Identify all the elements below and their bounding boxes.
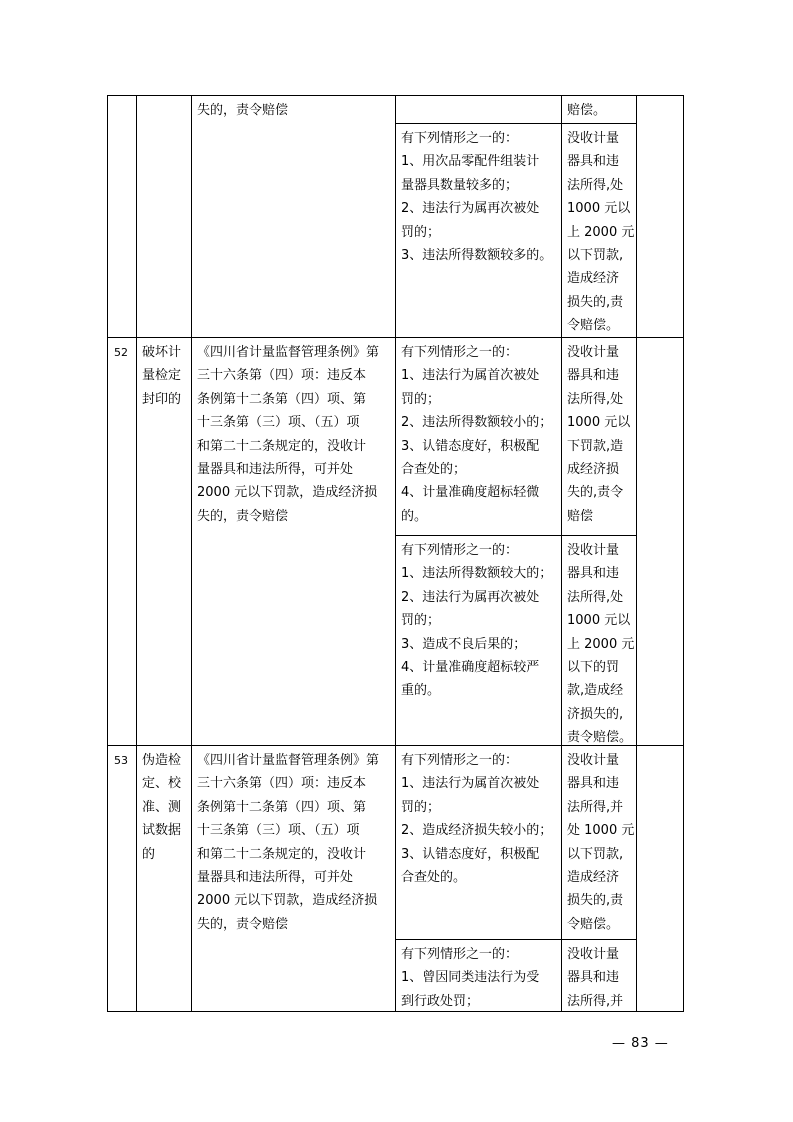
text-line: 2、违法行为属再次被处 — [401, 589, 540, 605]
text-line: 损失的,责 — [567, 893, 624, 909]
text-line: 失的，责令赔偿 — [197, 103, 289, 118]
text-line: 破坏计 — [142, 345, 182, 360]
legal-basis-cell — [191, 95, 396, 338]
text-line: 赔偿。 — [567, 103, 607, 118]
text-line: 下罚款,造 — [567, 438, 624, 454]
text-line: 有下列情形之一的： — [401, 543, 519, 558]
text-line: 2000 元以下罚款，造成经济损 — [197, 485, 378, 501]
text-line: 器具和违 — [567, 368, 620, 384]
violation-item-cell — [136, 337, 192, 746]
text-line: 赔偿 — [567, 508, 594, 524]
text-line: 有下列情形之一的： — [401, 947, 519, 962]
text-line: 十三条第（三）项、（五）项 — [197, 823, 360, 839]
text-line: 处 1000 元 — [567, 823, 635, 839]
text-line: 器具和违 — [567, 776, 620, 792]
text-line: 定、校 — [142, 776, 182, 792]
text-line: 器具和违 — [567, 154, 620, 170]
text-line: 没收计量 — [567, 753, 620, 768]
text-line: 失的，责令赔偿 — [197, 916, 289, 932]
text-line: 器具和违 — [567, 970, 620, 986]
text-line: 上 2000 元 — [567, 636, 635, 652]
text-line: 3、违法所得数额较多的。 — [401, 248, 553, 264]
text-line: 和第二十二条规定的，没收计 — [197, 846, 367, 862]
text-line: 法所得,处 — [567, 589, 624, 605]
text-line: 1000 元以 — [567, 415, 631, 431]
text-line: 的。 — [401, 508, 428, 524]
text-line: 准、测 — [142, 799, 182, 815]
text-line: 合查处的； — [401, 462, 467, 478]
text-line: 量器具和违法所得，可并处 — [197, 462, 354, 478]
text-line: 罚的； — [401, 613, 441, 629]
text-line: 3、认错态度好，积极配 — [401, 438, 540, 454]
text-line: 52 — [114, 346, 128, 359]
text-line: 损失的,责 — [567, 294, 624, 310]
text-line: 条例第十二条第（四）项、第 — [197, 799, 367, 815]
text-line: 失的，责令赔偿 — [197, 508, 289, 524]
violation-item-cell — [136, 745, 192, 1012]
text-line: 有下列情形之一的： — [401, 753, 519, 768]
violation-item-cell — [136, 95, 192, 338]
circumstance-cell — [395, 123, 562, 338]
penalty-cell — [561, 535, 637, 746]
text-line: 1、违法行为属首次被处 — [401, 368, 540, 384]
row-number-cell — [107, 337, 137, 746]
text-line: 罚的； — [401, 799, 441, 815]
text-line: 合查处的。 — [401, 870, 467, 886]
text-line: 的 — [142, 846, 156, 862]
text-line: 三十六条第（四）项：违反本 — [197, 776, 367, 792]
text-line: 1000 元以 — [567, 613, 631, 629]
legal-basis-cell — [191, 337, 396, 746]
text-line: 3、认错态度好，积极配 — [401, 846, 540, 862]
text-line: 量器具数量较多的； — [401, 177, 519, 193]
penalty-cell — [561, 745, 637, 940]
text-line: 伪造检 — [142, 753, 182, 768]
text-line: 以下罚款, — [567, 248, 624, 264]
text-line: 2、违法行为属再次被处 — [401, 201, 540, 217]
text-line: 法所得,并 — [567, 993, 624, 1009]
text-line: 到行政处罚； — [401, 993, 480, 1009]
text-line: 以下罚款, — [567, 846, 624, 862]
text-line: 量检定 — [142, 368, 182, 384]
text-line: 53 — [114, 754, 128, 767]
text-line: 1、违法行为属首次被处 — [401, 776, 540, 792]
penalty-cell — [561, 123, 637, 338]
text-line: 济损失的, — [567, 706, 624, 722]
text-line: 器具和违 — [567, 566, 620, 582]
legal-basis-cell — [191, 745, 396, 1012]
text-line: 1000 元以 — [567, 201, 631, 217]
text-line: 《四川省计量监督管理条例》第 — [197, 345, 380, 360]
text-line: 没收计量 — [567, 947, 620, 962]
row-number-cell — [107, 95, 137, 338]
text-line: 2000 元以下罚款，造成经济损 — [197, 893, 378, 909]
row-number-cell — [107, 745, 137, 1012]
text-line: 3、造成不良后果的； — [401, 636, 527, 652]
text-line: 有下列情形之一的： — [401, 131, 519, 146]
text-line: 和第二十二条规定的，没收计 — [197, 438, 367, 454]
page-number: — 83 — — [612, 1036, 669, 1051]
remark-cell — [636, 337, 684, 746]
text-line: 造成经济 — [567, 271, 620, 287]
circumstance-cell — [395, 535, 562, 746]
text-line: 法所得,并 — [567, 799, 624, 815]
text-line: 没收计量 — [567, 345, 620, 360]
text-line: 责令赔偿。 — [567, 730, 633, 746]
text-line: 4、计量准确度超标较严 — [401, 660, 540, 676]
remark-cell — [636, 95, 684, 338]
text-line: 成经济损 — [567, 462, 620, 478]
text-line: 罚的； — [401, 391, 441, 407]
text-line: 2、违法所得数额较小的； — [401, 415, 553, 431]
text-line: 1、用次品零配件组装计 — [401, 154, 540, 170]
text-line: 令赔偿。 — [567, 916, 620, 932]
text-line: 罚的； — [401, 224, 441, 240]
text-line: 上 2000 元 — [567, 224, 635, 240]
text-line: 失的,责令 — [567, 485, 624, 501]
text-line: 没收计量 — [567, 131, 620, 146]
penalty-cell — [561, 95, 637, 124]
circumstance-cell — [395, 939, 562, 1012]
circumstance-cell — [395, 337, 562, 536]
text-line: 令赔偿。 — [567, 318, 620, 334]
text-line: 十三条第（三）项、（五）项 — [197, 415, 360, 431]
text-line: 造成经济 — [567, 870, 620, 886]
text-line: 三十六条第（四）项：违反本 — [197, 368, 367, 384]
text-line: 有下列情形之一的： — [401, 345, 519, 360]
text-line: 以下的罚 — [567, 660, 620, 676]
penalty-cell — [561, 337, 637, 536]
circumstance-cell — [395, 745, 562, 940]
text-line: 《四川省计量监督管理条例》第 — [197, 753, 380, 768]
text-line: 没收计量 — [567, 543, 620, 558]
remark-cell — [636, 745, 684, 1012]
text-line: 款,造成经 — [567, 683, 624, 699]
penalty-cell — [561, 939, 637, 1012]
text-line: 法所得,处 — [567, 177, 624, 193]
text-line: 条例第十二条第（四）项、第 — [197, 391, 367, 407]
text-line: 量器具和违法所得，可并处 — [197, 870, 354, 886]
circumstance-cell — [395, 95, 562, 124]
text-line: 4、计量准确度超标轻微 — [401, 485, 540, 501]
text-line: 法所得,处 — [567, 391, 624, 407]
text-line: 1、违法所得数额较大的； — [401, 566, 553, 582]
text-line: 2、造成经济损失较小的； — [401, 823, 553, 839]
text-line: 封印的 — [142, 391, 182, 407]
text-line: 1、曾因同类违法行为受 — [401, 970, 540, 986]
text-line: 重的。 — [401, 683, 441, 699]
text-line: 试数据 — [142, 823, 182, 839]
